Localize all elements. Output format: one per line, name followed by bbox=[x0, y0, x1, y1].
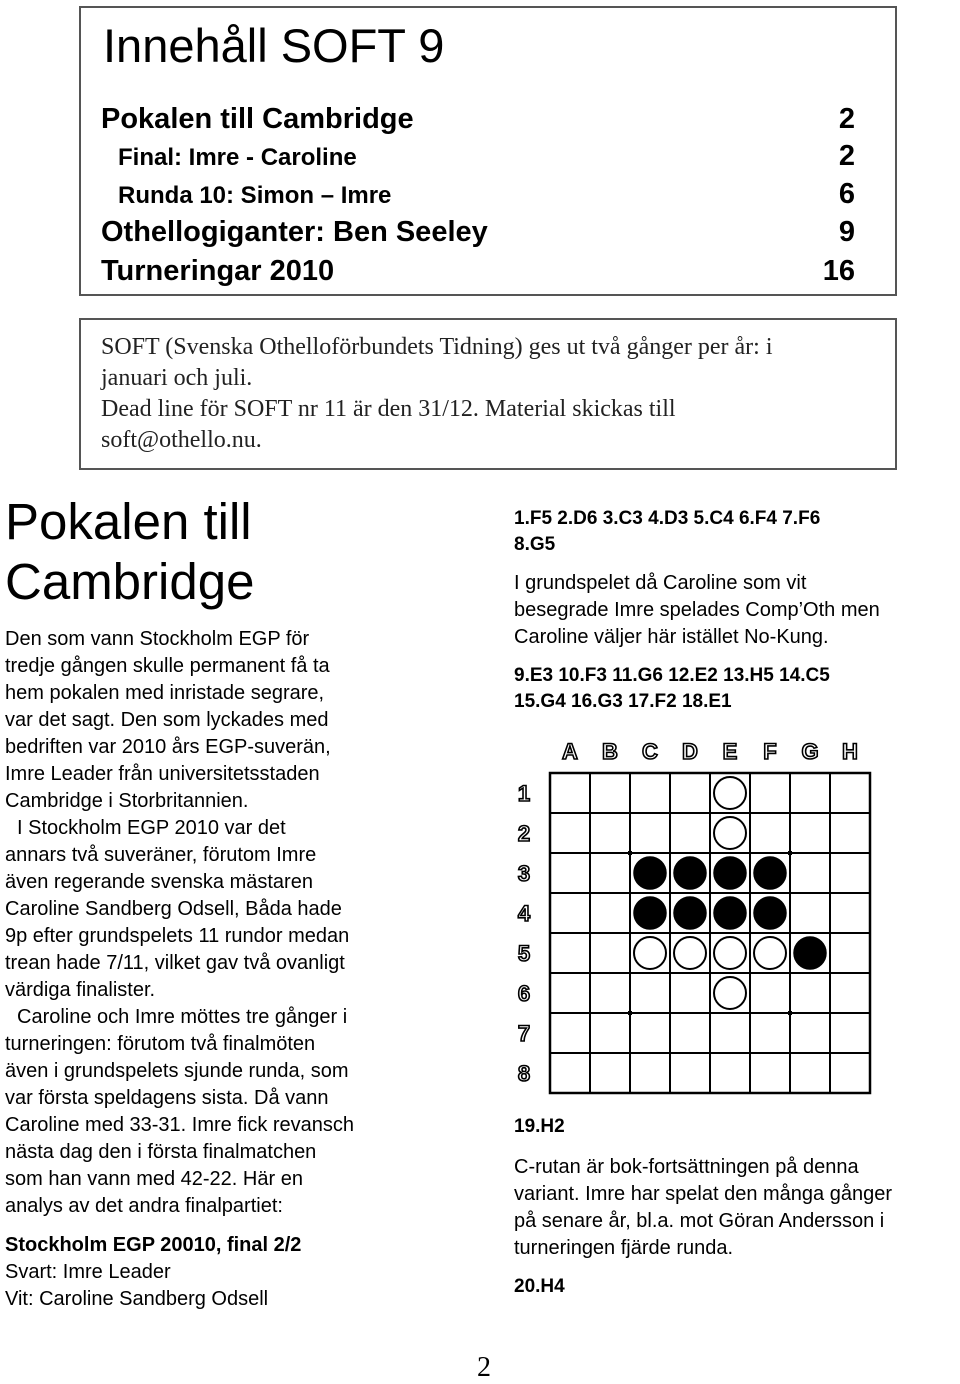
white-stone bbox=[714, 977, 746, 1009]
move-sequence: 15.G4 16.G3 17.F2 18.E1 bbox=[514, 691, 732, 712]
black-stone bbox=[754, 897, 786, 929]
toc-entry bbox=[101, 255, 855, 288]
table-of-contents bbox=[79, 6, 897, 296]
article-title-line: Pokalen till bbox=[5, 493, 252, 550]
board-column-label: F bbox=[763, 739, 777, 764]
text-line: turneringen: förutom två finalmöten bbox=[5, 1033, 316, 1055]
article-title-line: Cambridge bbox=[5, 553, 255, 610]
toc-entry-page: 6 bbox=[838, 178, 855, 210]
text-line: tredje gången skulle permanent få ta bbox=[5, 655, 330, 677]
white-stone bbox=[714, 817, 746, 849]
article-column bbox=[5, 492, 425, 1313]
toc-entry bbox=[118, 178, 855, 215]
board-row-label: 1 bbox=[517, 781, 531, 806]
black-stone bbox=[754, 857, 786, 889]
text-line: var det sagt. Den som lyckades med bbox=[5, 709, 329, 731]
text-line: 9p efter grundspelets 11 rundor medan bbox=[5, 925, 350, 947]
article-paragraph bbox=[5, 1004, 425, 1220]
black-stone bbox=[674, 857, 706, 889]
text-line: Caroline med 33-31. Imre fick revansch bbox=[5, 1114, 355, 1136]
move-sequence: 8.G5 bbox=[514, 534, 556, 555]
board-column-label: C bbox=[642, 739, 658, 764]
toc-entry bbox=[118, 140, 855, 177]
board-column-label: G bbox=[801, 739, 819, 764]
move-20: 20.H4 bbox=[514, 1276, 565, 1297]
info-line: januari och juli. bbox=[101, 365, 253, 391]
toc-entry-page: 16 bbox=[822, 255, 855, 287]
article-paragraph bbox=[5, 815, 425, 1004]
black-stone bbox=[714, 897, 746, 929]
white-stone bbox=[714, 937, 746, 969]
info-line: SOFT (Svenska Othelloförbundets Tidning) ges ut två gånger per år: i bbox=[101, 334, 773, 360]
toc-entry-page: 9 bbox=[838, 216, 855, 248]
info-line: soft@othello.nu. bbox=[101, 427, 262, 453]
othello-board bbox=[510, 735, 890, 1095]
text-line: hem pokalen med inristade segrare, bbox=[5, 682, 325, 704]
board-column-label: E bbox=[722, 739, 738, 764]
game-heading: Stockholm EGP 20010, final 2/2 bbox=[5, 1234, 302, 1256]
board-row-label: 5 bbox=[517, 941, 531, 966]
white-player: Vit: Caroline Sandberg Odsell bbox=[5, 1288, 269, 1310]
text-line: turneringen fjärde runda. bbox=[514, 1237, 734, 1259]
publication-info-text bbox=[101, 332, 883, 456]
black-stone bbox=[634, 897, 666, 929]
board-row-label: 6 bbox=[517, 981, 531, 1006]
text-line: I grundspelet då Caroline som vit bbox=[514, 572, 807, 594]
text-line: bedriften var 2010 års EGP-suverän, bbox=[5, 736, 331, 758]
black-player: Svart: Imre Leader bbox=[5, 1261, 171, 1283]
text-line: Caroline Sandberg Odsell, Båda hade bbox=[5, 898, 342, 920]
text-line: besegrade Imre spelades Comp’Oth men bbox=[514, 599, 880, 621]
board-star-point bbox=[628, 851, 632, 855]
board-row-label: 3 bbox=[517, 861, 531, 886]
white-stone bbox=[714, 777, 746, 809]
text-line: värdiga finalister. bbox=[5, 979, 156, 1001]
board-row-label: 7 bbox=[517, 1021, 531, 1046]
article-title bbox=[5, 492, 425, 612]
text-line: C-rutan är bok-fortsättningen på denna bbox=[514, 1156, 859, 1178]
move-19: 19.H2 bbox=[514, 1116, 565, 1137]
toc-entry-label: Turneringar 2010 bbox=[101, 255, 335, 287]
text-line: var första speldagens sista. Då vann bbox=[5, 1087, 329, 1109]
text-line: Den som vann Stockholm EGP för bbox=[5, 628, 310, 650]
page-number: 2 bbox=[477, 1352, 491, 1383]
black-stone bbox=[794, 937, 826, 969]
text-line: variant. Imre har spelat den många gånger bbox=[514, 1183, 892, 1205]
black-stone bbox=[714, 857, 746, 889]
toc-entry-label: Pokalen till Cambridge bbox=[101, 103, 414, 135]
text-line: som han vann med 42-22. Här en bbox=[5, 1168, 303, 1190]
text-line: analys av det andra finalpartiet: bbox=[5, 1195, 283, 1217]
black-stone bbox=[634, 857, 666, 889]
move-sequence: 1.F5 2.D6 3.C3 4.D3 5.C4 6.F4 7.F6 bbox=[514, 508, 821, 529]
board-star-point bbox=[628, 1011, 632, 1015]
toc-entry-label: Runda 10: Simon – Imre bbox=[118, 182, 392, 209]
analysis-comment bbox=[514, 570, 954, 651]
text-line: även i grundspelets sjunde runda, som bbox=[5, 1060, 349, 1082]
toc-entry bbox=[101, 103, 855, 136]
board-row-label: 8 bbox=[517, 1061, 531, 1086]
board-star-point bbox=[788, 851, 792, 855]
board-column-label: A bbox=[562, 739, 578, 764]
toc-entry-label: Othellogiganter: Ben Seeley bbox=[101, 216, 488, 248]
text-line: trean hade 7/11, vilket gav två ovanligt bbox=[5, 952, 345, 974]
analysis-comment bbox=[514, 1154, 892, 1262]
board-row-label: 4 bbox=[517, 901, 531, 926]
move-sequence: 9.E3 10.F3 11.G6 12.E2 13.H5 14.C5 bbox=[514, 665, 830, 686]
game-analysis-column bbox=[514, 506, 954, 715]
toc-title: Innehåll SOFT 9 bbox=[103, 19, 445, 72]
othello-board-diagram bbox=[510, 735, 890, 1095]
white-stone bbox=[754, 937, 786, 969]
text-line: på senare år, bl.a. mot Göran Andersson i bbox=[514, 1210, 885, 1232]
text-line: nästa dag den i första finalmatchen bbox=[5, 1141, 317, 1163]
board-column-label: H bbox=[842, 739, 858, 764]
article-paragraph bbox=[5, 626, 425, 815]
toc-entry-page: 2 bbox=[838, 103, 855, 135]
text-line: Caroline väljer här istället No-Kung. bbox=[514, 626, 829, 648]
text-line: Cambridge i Storbritannien. bbox=[5, 790, 249, 812]
text-line: även regerande svenska mästaren bbox=[5, 871, 313, 893]
text-line: Caroline och Imre möttes tre gånger i bbox=[17, 1006, 348, 1028]
publication-info-box bbox=[79, 318, 897, 470]
board-column-label: B bbox=[602, 739, 618, 764]
info-line: Dead line för SOFT nr 11 är den 31/12. Material skickas till bbox=[101, 396, 676, 422]
board-row-label: 2 bbox=[517, 821, 531, 846]
white-stone bbox=[674, 937, 706, 969]
black-stone bbox=[674, 897, 706, 929]
board-column-label: D bbox=[682, 739, 698, 764]
board-star-point bbox=[788, 1011, 792, 1015]
text-line: Imre Leader från universitetsstaden bbox=[5, 763, 320, 785]
toc-entry bbox=[101, 216, 855, 249]
toc-entry-label: Final: Imre - Caroline bbox=[118, 144, 357, 171]
toc-entry-page: 2 bbox=[838, 140, 855, 172]
white-stone bbox=[634, 937, 666, 969]
text-line: annars två suveräner, förutom Imre bbox=[5, 844, 317, 866]
text-line: I Stockholm EGP 2010 var det bbox=[17, 817, 286, 839]
